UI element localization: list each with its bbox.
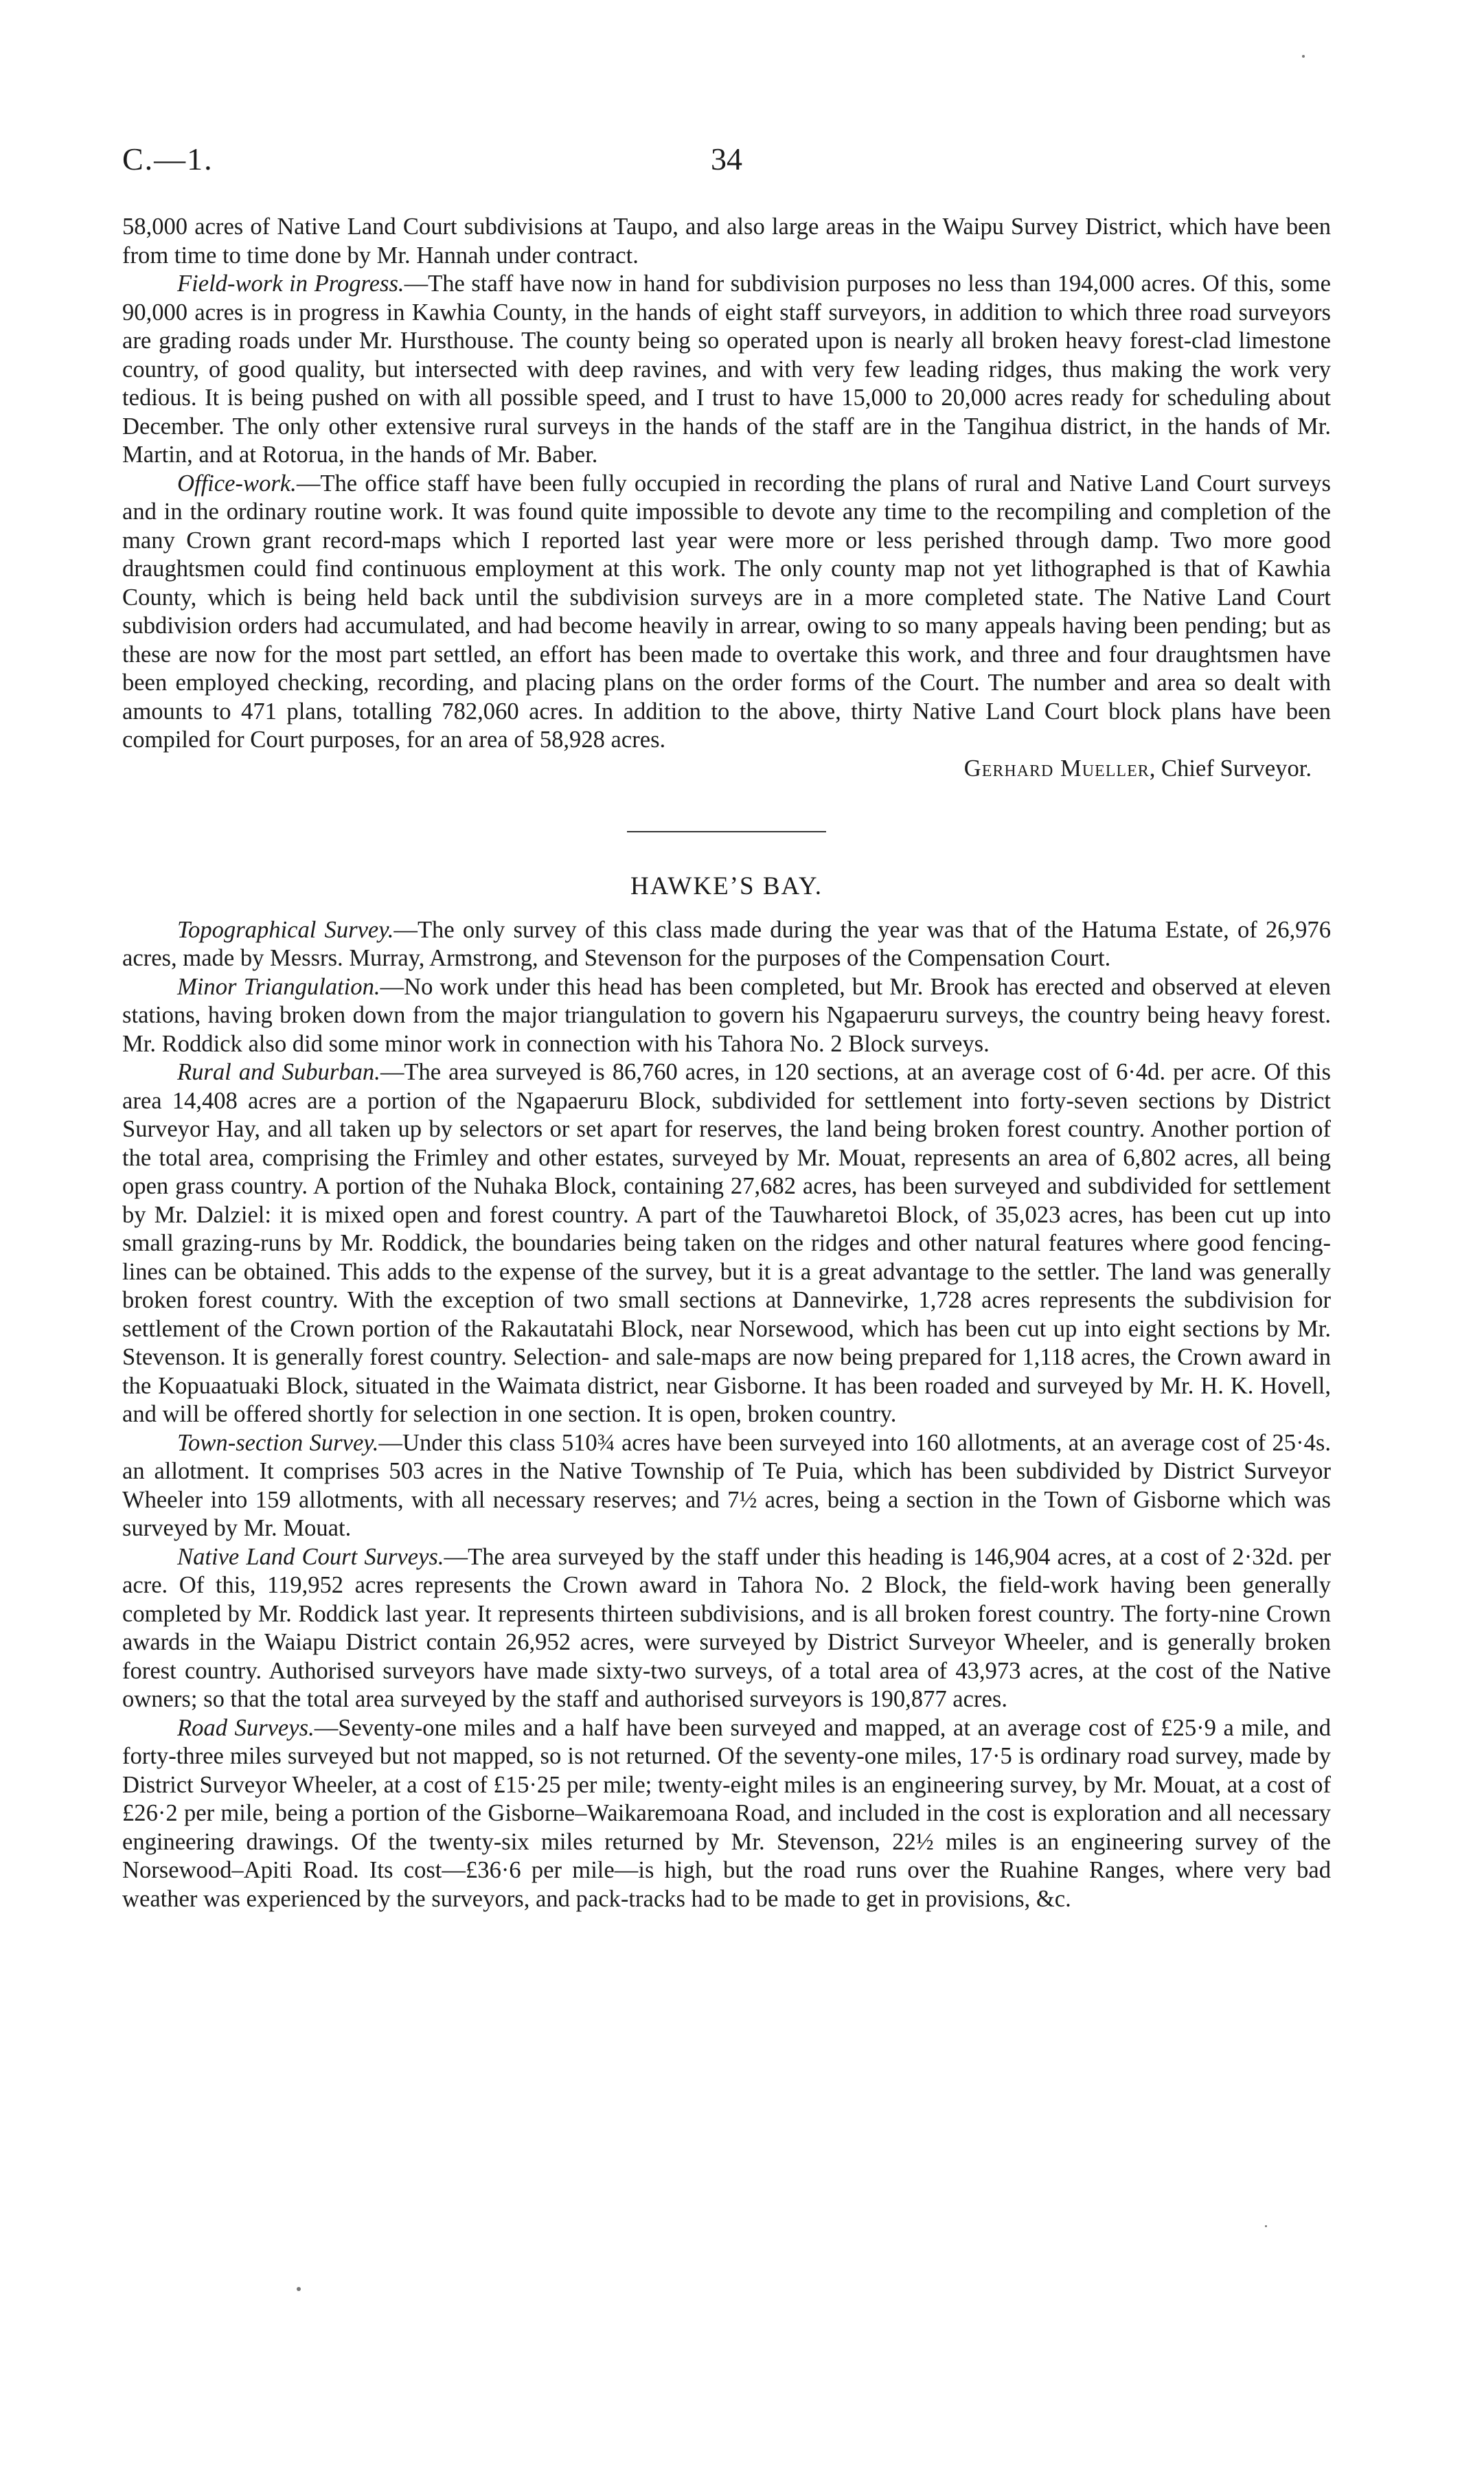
scan-speck [1302,55,1305,58]
native-land-court-paragraph [122,1543,1331,1714]
fieldwork-lead: Field-work in Progress. [177,271,404,297]
page-header [122,141,1331,189]
page-number: 34 [711,141,742,177]
paragraph-text: —No work under this head has been completed, but Mr. Brook has erected and observed at eleven stations, having broken down from the major triangulation to govern his Ngapaeruru surveys, the country being heavy forest. Mr. Roddick also did some minor work in connection with his Tahora No. 2 Block surveys. [122,973,1331,1057]
town-section-paragraph [122,1429,1331,1543]
paragraph-lead: Town-section Survey. [177,1429,379,1456]
paragraph-text: —Seventy-one miles and a half have been surveyed and mapped, at an average cost of £25·9 a mile, and forty-three miles surveyed but not mapped, so is not returned. Of the seventy-one miles, 17·5 is ordinary road survey, made by District Surveyor Wheeler, at a cost of £15·25 per mile; twenty-eight miles is an engineering survey, by Mr. Mouat, at a cost of £26·2 per mile, being a portion of the Gisborne–Waikaremoana Road, and included in the cost is exploration and all necessary engineering drawings. Of the twenty-six miles returned by Mr. Stevenson, 22½ miles is an engineering survey of the Norsewood–Apiti Road. Its cost—£36·6 per mile—is high, but the road runs over the Ruahine Ranges, where very bad weather was experienced by the surveyors, and pack-tracks had to be made to get in provisions, &c. [122,1714,1332,1912]
scan-speck [297,2287,301,2291]
body-text [122,213,1331,1913]
signature-title: , Chief Surveyor. [1149,755,1312,782]
paragraph-text: —Under this class 510¾ acres have been surveyed into 160 allotments, at an average cost of 25·4s. an allotment. It comprises 503 acres in the Native Township of Te Puia, which has been subdivided by District Surveyor Wheeler into 159 allotments, with all necessary reserves; and 7½ acres, being a section in the Town of Gisborne which was surveyed by Mr. Mouat. [122,1429,1331,1541]
office-work-lead: Office-work. [177,470,297,497]
document-code: C.—1. [122,141,214,177]
fieldwork-paragraph [122,270,1331,470]
paragraph-lead: Native Land Court Surveys. [177,1543,444,1570]
paragraph-lead: Minor Triangulation. [177,973,380,1000]
topographical-survey-paragraph [122,916,1331,973]
section-divider [627,831,826,832]
paragraph-text: —The area surveyed by the staff under this heading is 146,904 acres, at a cost of 2·32d. per acre. Of this, 119,952 acres represents the Crown award in Tahora No. 2 Block, the field-work having been generally completed by Mr. Roddick last year. It represents thirteen subdivisions, and is all broken forest country. The forty-nine Crown awards in the Waiapu District contain 26,952 acres, were surveyed by District Surveyor Wheeler, and is generally broken forest country. Authorised surveyors have made sixty-two surveys, of a total area of 43,973 acres, at the cost of the Native owners; so that the total area surveyed by the staff and authorised surveyors is 190,877 acres. [122,1543,1331,1712]
paragraph-text: —The area surveyed is 86,760 acres, in 120 sections, at an average cost of 6·4d. per acre. Of this area 14,408 acres are a portion of the Ngapaeruru Block, subdivided for settlement into forty-seven sections by District Surveyor Hay, and all taken up by selectors or set apart for reserves, the land being broken forest country. Another portion of the total area, comprising the Frimley and other estates, surveyed by Mr. Mouat, represents an area of 6,802 acres, all being open grass country. A portion of the Nuhaka Block, containing 27,682 acres, has been surveyed and subdivided for settlement by Mr. Dalziel: it is mixed open and forest country. A part of the Tauwharetoi Block, of 35,023 acres, has been cut up into small grazing-runs by Mr. Roddick, the boundaries being taken on the ridges and other natural features where good fencing-lines can be obtained. This adds to the expense of the survey, but it is a great advantage to the settler. The land was generally broken forest country. With the exception of two small sections at Dannevirke, 1,728 acres represents the subdivision for settlement of the Crown portion of the Rakautatahi Block, near Norsewood, which has been cut up into eight sections by Mr. Stevenson. It is generally forest country. Selection- and sale-maps are now being prepared for 1,118 acres, the Crown award in the Kopuaatuaki Block, situated in the Waimata district, near Gisborne. It has been roaded and surveyed by Mr. H. K. Hovell, and will be offered shortly for selection in one section. It is open, broken country. [122,1059,1331,1427]
rural-suburban-paragraph [122,1058,1331,1429]
paragraph-lead: Rural and Suburban. [177,1059,380,1085]
continuation-paragraph: 58,000 acres of Native Land Court subdivisions at Taupo, and also large areas in the Waipu Survey District, which have been from time to time done by Mr. Hannah under contract. [122,214,1331,269]
signature-name: Gerhard Mueller [963,755,1150,782]
office-work-text: —The office staff have been fully occupied in recording the plans of rural and Native Land Court surveys and in the ordinary routine work. It was found quite impossible to devote any time to the recompiling and completion of the many Crown grant record-maps which I reported last year were more or less perished through damp. Two more good draughtsmen could find continuous employment at this work. The only county map not yet lithographed is that of Kawhia County, which is being held back until the subdivision surveys are in a more completed state. The Native Land Court subdivision orders had accumulated, and had become heavily in arrear, owing to so many appeals having been pending; but as these are now for the most part settled, an effort has been made to overtake this work, and three and four draughtsmen have been employed checking, recording, and placing plans on the order forms of the Court. The number and area so dealt with amounts to 471 plans, totalling 782,060 acres. In addition to the above, thirty Native Land Court block plans have been compiled for Court purposes, for an area of 58,928 acres. [122,470,1331,753]
fieldwork-text: —The staff have now in hand for subdivision purposes no less than 194,000 acres. Of this, some 90,000 acres is in progress in Kawhia County, in the hands of eight staff surveyors, in addition to which three road surveyors are grading roads under Mr. Hursthouse. The county being so operated upon is nearly all broken heavy forest-clad limestone country, of good quality, but intersected with deep ravines, and with very few leading ridges, thus making the work very tedious. It is being pushed on with all possible speed, and I trust to have 15,000 to 20,000 acres ready for scheduling about December. The only other extensive rural surveys in the hands of the staff are in the Tangihua district, in the hands of Mr. Martin, and at Rotorua, in the hands of Mr. Baber. [122,271,1331,468]
scan-speck [1265,2225,1267,2227]
section-heading-hawkes-bay: HAWKE’S BAY. [630,872,823,900]
paragraph-lead: Road Surveys. [177,1714,315,1741]
signature [122,755,1331,784]
road-surveys-paragraph [122,1714,1331,1914]
paragraph-lead: Topographical Survey. [177,916,394,943]
office-work-paragraph [122,470,1331,755]
minor-triangulation-paragraph [122,973,1331,1059]
paragraph-text: —The only survey of this class made during the year was that of the Hatuma Estate, of 26,976 acres, made by Messrs. Murray, Armstrong, and Stevenson for the purposes of the Compensation Court. [122,916,1331,971]
